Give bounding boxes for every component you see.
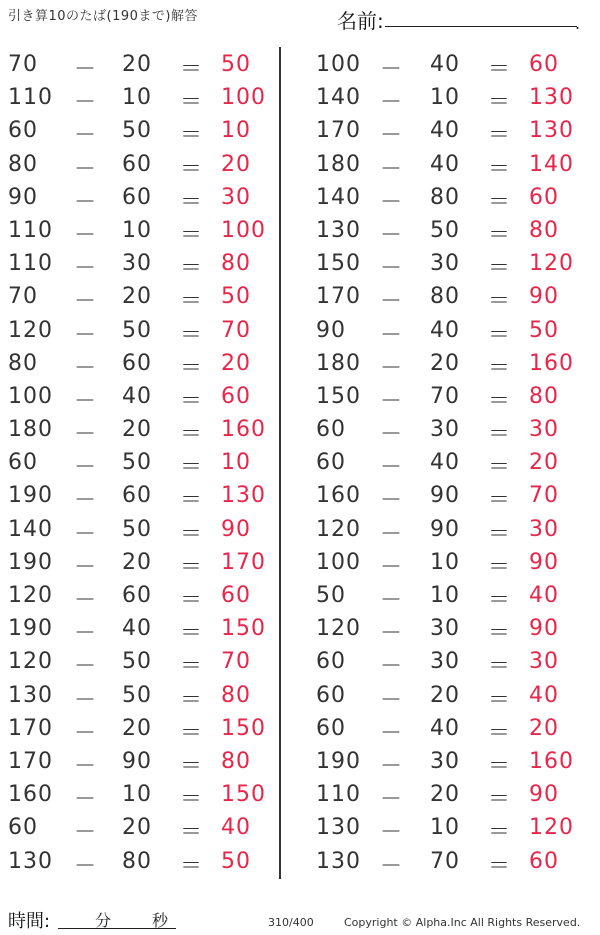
- subtrahend: 30: [430, 748, 460, 774]
- answer: 150: [221, 616, 266, 642]
- minuend: 100: [316, 549, 361, 575]
- answer: 90: [529, 549, 559, 575]
- equals-sign: ＝: [180, 322, 204, 348]
- answer: 40: [529, 583, 559, 608]
- equals-sign: ＝: [180, 156, 204, 182]
- equals-sign: ＝: [180, 222, 204, 248]
- equals-sign: ＝: [488, 455, 512, 481]
- equals-sign: ＝: [180, 488, 204, 514]
- minuend: 70: [8, 52, 38, 77]
- minuend: 150: [316, 383, 361, 409]
- answer: 50: [529, 317, 559, 343]
- subtrahend: 90: [122, 748, 152, 774]
- minuend: 110: [8, 251, 53, 277]
- subtrahend: 10: [430, 583, 460, 608]
- minus-sign: －: [74, 355, 98, 381]
- answer: 160: [529, 350, 574, 376]
- minuend: 60: [8, 450, 38, 476]
- subtrahend: 30: [430, 251, 460, 277]
- subtrahend: 30: [122, 251, 152, 277]
- subtrahend: 10: [430, 549, 460, 575]
- answer: 10: [221, 118, 251, 144]
- subtrahend: 40: [430, 52, 460, 77]
- minus-sign: －: [380, 156, 404, 182]
- equals-sign: ＝: [488, 787, 512, 813]
- answer: 30: [529, 516, 559, 542]
- page-number: 310/400: [268, 916, 314, 929]
- minus-sign: －: [74, 222, 98, 248]
- answer: 90: [529, 284, 559, 310]
- minuend: 120: [8, 649, 53, 675]
- minuend: 190: [8, 483, 53, 509]
- answer: 150: [221, 715, 266, 741]
- equals-sign: ＝: [180, 853, 204, 879]
- subtrahend: 40: [430, 151, 460, 177]
- equals-sign: ＝: [488, 355, 512, 381]
- answer: 130: [529, 118, 574, 144]
- minus-sign: －: [74, 256, 98, 282]
- minus-sign: －: [74, 521, 98, 547]
- minus-sign: －: [380, 853, 404, 879]
- minus-sign: －: [380, 256, 404, 282]
- subtrahend: 80: [430, 284, 460, 310]
- equals-sign: ＝: [180, 621, 204, 647]
- time-label: 時間:: [8, 911, 51, 932]
- equals-sign: ＝: [180, 521, 204, 547]
- equals-sign: ＝: [180, 57, 204, 82]
- equals-sign: ＝: [180, 554, 204, 580]
- minuend: 80: [8, 151, 38, 177]
- minuend: 100: [316, 52, 361, 77]
- subtrahend: 50: [122, 450, 152, 476]
- answer: 100: [221, 85, 266, 111]
- equals-sign: ＝: [180, 422, 204, 448]
- minuend: 130: [8, 848, 53, 874]
- minuend: 60: [316, 682, 346, 708]
- answer: 120: [529, 815, 574, 841]
- answer: 20: [221, 350, 251, 376]
- equals-sign: ＝: [488, 57, 512, 82]
- minus-sign: －: [380, 422, 404, 448]
- minus-sign: －: [74, 90, 98, 116]
- name-label: 名前:: [337, 9, 384, 33]
- minuend: 60: [316, 417, 346, 443]
- subtrahend: 50: [430, 217, 460, 243]
- equals-sign: ＝: [180, 90, 204, 116]
- equals-sign: ＝: [488, 521, 512, 547]
- minuend: 60: [8, 118, 38, 144]
- subtrahend: 80: [122, 848, 152, 874]
- minuend: 180: [316, 350, 361, 376]
- minuend: 60: [316, 450, 346, 476]
- answer: 60: [221, 583, 251, 608]
- answer: 80: [221, 748, 251, 774]
- equals-sign: ＝: [488, 621, 512, 647]
- subtrahend: 40: [122, 383, 152, 409]
- minuend: 170: [316, 284, 361, 310]
- second-label: 秒: [152, 911, 169, 930]
- subtrahend: 20: [122, 715, 152, 741]
- minus-sign: －: [380, 123, 404, 149]
- minus-sign: －: [74, 787, 98, 813]
- minuend: 100: [8, 383, 53, 409]
- answer: 70: [529, 483, 559, 509]
- answer: 60: [529, 52, 559, 77]
- minuend: 90: [316, 317, 346, 343]
- equals-sign: ＝: [488, 422, 512, 448]
- answer: 150: [221, 782, 266, 808]
- subtrahend: 20: [122, 815, 152, 841]
- answer: 80: [529, 383, 559, 409]
- equals-sign: ＝: [488, 222, 512, 248]
- answer: 80: [221, 682, 251, 708]
- answer: 100: [221, 217, 266, 243]
- subtrahend: 20: [122, 52, 152, 77]
- subtrahend: 50: [122, 516, 152, 542]
- minuend: 60: [8, 815, 38, 841]
- minuend: 160: [316, 483, 361, 509]
- equals-sign: ＝: [180, 388, 204, 414]
- minus-sign: －: [380, 654, 404, 680]
- answer: 30: [221, 184, 251, 210]
- minuend: 70: [8, 284, 38, 310]
- subtrahend: 20: [122, 549, 152, 575]
- name-end-dot: .: [575, 14, 581, 33]
- equals-sign: ＝: [180, 123, 204, 149]
- minus-sign: －: [74, 554, 98, 580]
- subtrahend: 50: [122, 118, 152, 144]
- name-field-line: [385, 26, 577, 27]
- minus-sign: －: [74, 322, 98, 348]
- equals-sign: ＝: [180, 720, 204, 746]
- answer: 20: [221, 151, 251, 177]
- equals-sign: ＝: [180, 753, 204, 779]
- answer: 130: [529, 85, 574, 111]
- equals-sign: ＝: [488, 753, 512, 779]
- minuend: 140: [316, 85, 361, 111]
- answer: 60: [529, 184, 559, 210]
- minuend: 190: [8, 549, 53, 575]
- answer: 80: [529, 217, 559, 243]
- minus-sign: －: [380, 720, 404, 746]
- minus-sign: －: [74, 455, 98, 481]
- minus-sign: －: [380, 521, 404, 547]
- equals-sign: ＝: [180, 787, 204, 813]
- subtrahend: 40: [430, 450, 460, 476]
- answer: 170: [221, 549, 266, 575]
- subtrahend: 20: [430, 782, 460, 808]
- minus-sign: －: [380, 687, 404, 713]
- equals-sign: ＝: [180, 455, 204, 481]
- minus-sign: －: [380, 588, 404, 613]
- equals-sign: ＝: [488, 256, 512, 282]
- subtrahend: 60: [122, 583, 152, 608]
- equals-sign: ＝: [488, 853, 512, 879]
- minus-sign: －: [380, 90, 404, 116]
- subtrahend: 60: [122, 184, 152, 210]
- minuend: 120: [316, 516, 361, 542]
- worksheet-title: 引き算10のたば(190まで)解答: [8, 9, 198, 24]
- equals-sign: ＝: [180, 256, 204, 282]
- minus-sign: －: [380, 488, 404, 514]
- minuend: 60: [316, 715, 346, 741]
- answer: 50: [221, 848, 251, 874]
- minuend: 80: [8, 350, 38, 376]
- minus-sign: －: [74, 820, 98, 846]
- minuend: 170: [8, 748, 53, 774]
- subtrahend: 40: [430, 317, 460, 343]
- answer: 60: [529, 848, 559, 874]
- subtrahend: 50: [122, 682, 152, 708]
- subtrahend: 20: [122, 417, 152, 443]
- subtrahend: 40: [430, 715, 460, 741]
- minuend: 130: [316, 848, 361, 874]
- minuend: 110: [8, 217, 53, 243]
- subtrahend: 10: [430, 85, 460, 111]
- answer: 20: [529, 715, 559, 741]
- minuend: 120: [8, 317, 53, 343]
- minuend: 170: [8, 715, 53, 741]
- answer: 30: [529, 417, 559, 443]
- equals-sign: ＝: [488, 289, 512, 315]
- equals-sign: ＝: [488, 388, 512, 414]
- answer: 120: [529, 251, 574, 277]
- minus-sign: －: [74, 488, 98, 514]
- answer: 40: [529, 682, 559, 708]
- minus-sign: －: [380, 455, 404, 481]
- equals-sign: ＝: [488, 189, 512, 215]
- minuend: 190: [316, 748, 361, 774]
- answer: 30: [529, 649, 559, 675]
- subtrahend: 90: [430, 483, 460, 509]
- minuend: 160: [8, 782, 53, 808]
- minus-sign: －: [74, 720, 98, 746]
- minuend: 130: [316, 217, 361, 243]
- minus-sign: －: [74, 621, 98, 647]
- answer: 160: [221, 417, 266, 443]
- equals-sign: ＝: [488, 488, 512, 514]
- equals-sign: ＝: [488, 720, 512, 746]
- minuend: 180: [316, 151, 361, 177]
- subtrahend: 10: [122, 85, 152, 111]
- subtrahend: 30: [430, 649, 460, 675]
- minus-sign: －: [74, 57, 98, 82]
- minuend: 90: [8, 184, 38, 210]
- equals-sign: ＝: [488, 156, 512, 182]
- answer: 140: [529, 151, 574, 177]
- answer: 90: [529, 616, 559, 642]
- equals-sign: ＝: [180, 654, 204, 680]
- equals-sign: ＝: [488, 588, 512, 613]
- subtrahend: 60: [122, 350, 152, 376]
- equals-sign: ＝: [488, 820, 512, 846]
- minuend: 110: [316, 782, 361, 808]
- subtrahend: 10: [122, 217, 152, 243]
- subtrahend: 70: [430, 848, 460, 874]
- subtrahend: 30: [430, 417, 460, 443]
- subtrahend: 50: [122, 649, 152, 675]
- equals-sign: ＝: [488, 322, 512, 348]
- minus-sign: －: [74, 156, 98, 182]
- answer: 70: [221, 317, 251, 343]
- minus-sign: －: [74, 853, 98, 879]
- minuend: 140: [316, 184, 361, 210]
- minus-sign: －: [74, 687, 98, 713]
- equals-sign: ＝: [180, 687, 204, 713]
- minuend: 50: [316, 583, 346, 608]
- equals-sign: ＝: [488, 123, 512, 149]
- copyright-text: Copyright © Alpha.Inc All Rights Reserved.: [344, 916, 581, 929]
- minuend: 170: [316, 118, 361, 144]
- equals-sign: ＝: [180, 355, 204, 381]
- minus-sign: －: [380, 222, 404, 248]
- minuend: 190: [8, 616, 53, 642]
- minus-sign: －: [74, 422, 98, 448]
- minus-sign: －: [74, 123, 98, 149]
- answer: 130: [221, 483, 266, 509]
- minus-sign: －: [380, 787, 404, 813]
- equals-sign: ＝: [180, 820, 204, 846]
- minuend: 180: [8, 417, 53, 443]
- minus-sign: －: [380, 355, 404, 381]
- minuend: 130: [8, 682, 53, 708]
- subtrahend: 20: [430, 682, 460, 708]
- answer: 10: [221, 450, 251, 476]
- subtrahend: 90: [430, 516, 460, 542]
- minus-sign: －: [380, 621, 404, 647]
- answer: 60: [221, 383, 251, 409]
- subtrahend: 40: [430, 118, 460, 144]
- subtrahend: 30: [430, 616, 460, 642]
- equals-sign: ＝: [180, 189, 204, 215]
- minuend: 60: [316, 649, 346, 675]
- minus-sign: －: [380, 322, 404, 348]
- answer: 90: [221, 516, 251, 542]
- answer: 50: [221, 284, 251, 310]
- answer: 40: [221, 815, 251, 841]
- equals-sign: ＝: [488, 90, 512, 116]
- subtrahend: 20: [122, 284, 152, 310]
- minuend: 150: [316, 251, 361, 277]
- minuend: 120: [316, 616, 361, 642]
- minus-sign: －: [380, 554, 404, 580]
- answer: 80: [221, 251, 251, 277]
- answer: 90: [529, 782, 559, 808]
- minus-sign: －: [380, 753, 404, 779]
- minuend: 140: [8, 516, 53, 542]
- minus-sign: －: [74, 654, 98, 680]
- minus-sign: －: [74, 588, 98, 613]
- equals-sign: ＝: [488, 554, 512, 580]
- answer: 50: [221, 52, 251, 77]
- subtrahend: 10: [122, 782, 152, 808]
- answer: 20: [529, 450, 559, 476]
- minus-sign: －: [380, 189, 404, 215]
- minus-sign: －: [380, 57, 404, 82]
- subtrahend: 20: [430, 350, 460, 376]
- equals-sign: ＝: [180, 289, 204, 315]
- answer: 70: [221, 649, 251, 675]
- subtrahend: 50: [122, 317, 152, 343]
- subtrahend: 60: [122, 151, 152, 177]
- equals-sign: ＝: [488, 654, 512, 680]
- minute-label: 分: [95, 911, 112, 930]
- minuend: 110: [8, 85, 53, 111]
- minuend: 130: [316, 815, 361, 841]
- subtrahend: 10: [430, 815, 460, 841]
- equals-sign: ＝: [180, 588, 204, 613]
- subtrahend: 40: [122, 616, 152, 642]
- minus-sign: －: [380, 820, 404, 846]
- minus-sign: －: [74, 388, 98, 414]
- column-divider: [279, 47, 281, 879]
- subtrahend: 80: [430, 184, 460, 210]
- minus-sign: －: [74, 289, 98, 315]
- minus-sign: －: [380, 388, 404, 414]
- subtrahend: 70: [430, 383, 460, 409]
- subtrahend: 60: [122, 483, 152, 509]
- minus-sign: －: [74, 189, 98, 215]
- equals-sign: ＝: [488, 687, 512, 713]
- minus-sign: －: [380, 289, 404, 315]
- minus-sign: －: [74, 753, 98, 779]
- answer: 160: [529, 748, 574, 774]
- minuend: 120: [8, 583, 53, 608]
